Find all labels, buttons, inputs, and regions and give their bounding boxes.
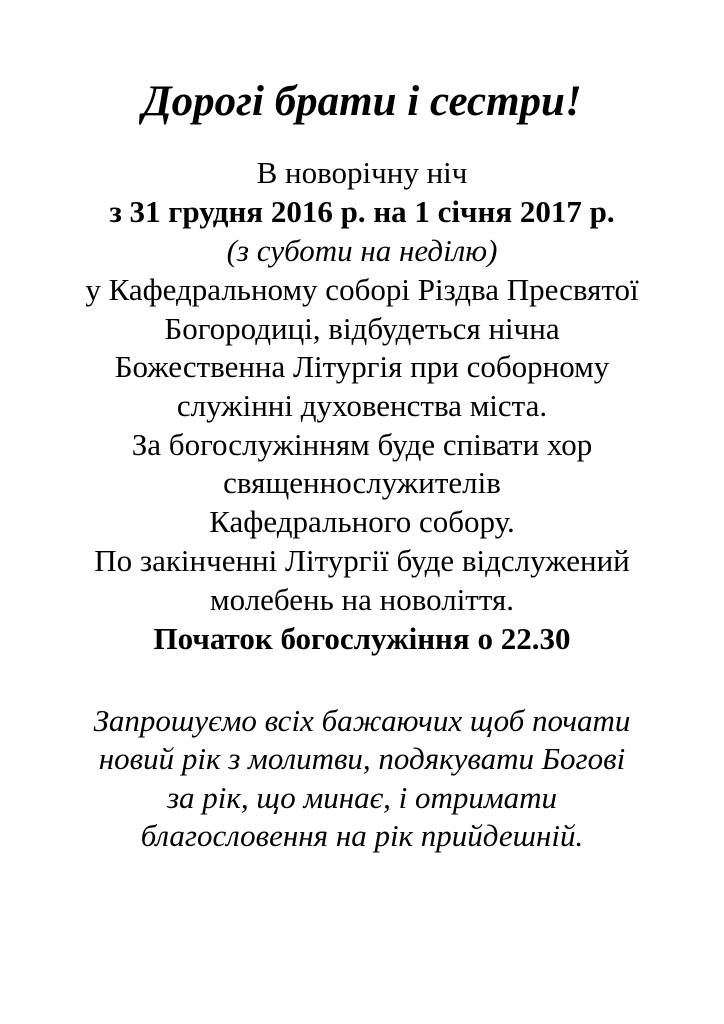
greeting-heading: Дорогі брати і сестри!: [142, 78, 582, 125]
announcement-line: Богородиці, відбудеться нічна: [164, 311, 560, 346]
invitation-line: новий рік з молитви, подякувати Богові: [98, 741, 626, 776]
announcement-line: Божественна Літургія при соборному: [114, 349, 610, 384]
announcement-line: Кафедрального собору.: [209, 504, 515, 539]
announcement-line: священнослужителів: [223, 465, 501, 500]
announcement-line: молебень на новоліття.: [209, 582, 515, 617]
announcement-line: служінні духовенства міста.: [176, 388, 548, 423]
invitation-line: Запрошуємо всіх бажаючих щоб почати: [93, 703, 631, 738]
invitation-line: благословення на рік прийдешній.: [140, 818, 584, 853]
invitation-line: за рік, що минає, і отримати: [166, 780, 558, 815]
announcement-date-line: з 31 грудня 2016 р. на 1 січня 2017 р.: [109, 194, 615, 229]
service-start-time: Початок богослужіння о 22.30: [153, 621, 571, 656]
announcement-days-line: (з суботи на неділю): [226, 233, 498, 268]
announcement-line: По закінченні Літургії буде відслужений: [94, 543, 630, 578]
announcement-line: За богослужінням буде співати хор: [131, 427, 593, 462]
announcement-line: В новорічну ніч: [256, 155, 468, 190]
announcement-line: у Кафедральному соборі Різдва Пресвятої: [85, 272, 639, 307]
